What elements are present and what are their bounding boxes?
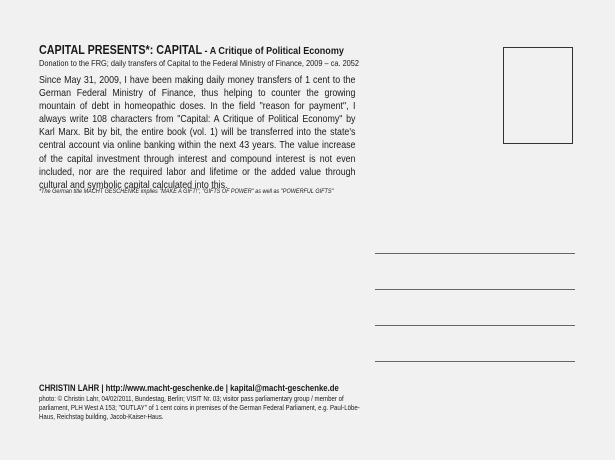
address-line-4 [375,361,575,362]
body-text: Since May 31, 2009, I have been making daily money transfers of 1 cent to the German Federal Ministry of Finance, thus helping to counter the growing mountain of debt in homeopathic doses. In the field "reason for payment", I always write 108 characters from "Capital: A Critique of Political Economy" by Karl Marx. Bit by bit, the entire book (vol. 1) will be transferred into the state's central account via online banking within the next 43 years. The value increase of the capital investment through interest and compound interest is not even included, nor are the required labor and lifetime or the added value through cultural and symbolic capital calculated into this. [39,75,356,191]
address-line-2 [375,289,575,290]
address-line-3 [375,325,575,326]
postcard-subtitle: Donation to the FRG; daily transfers of Capital to the Federal Ministry of Finance, 2009 – ca. 2052 [39,58,360,68]
postcard-title [39,43,344,57]
photo-caption: photo: © Christin Lahr, 04/02/2011, Bundestag, Berlin; VISIT Nr. 03; visitor pass parliamentary group / member of parliament, PLH West A 153; "OUTLAY" of 1 cent coins in premises of the German Federal Parliament, e.g. Paul-Löbe-Haus, Reichstag building, Jacob-Kaiser-Haus. [39,395,360,421]
title-main: CAPITAL PRESENTS*: CAPITAL [39,43,203,57]
title-sub: - A Critique of Political Economy [202,45,344,57]
footnote: *The German title MACHT GESCHENKE implies "MAKE A GIFT!", "GIFTS OF POWER" as well as "POWERFUL GIFTS" [39,188,334,195]
stamp-box [503,47,573,144]
contact-line: CHRISTIN LAHR | http://www.macht-geschenke.de | kapital@macht-geschenke.de [39,383,339,393]
address-line-1 [375,253,575,254]
